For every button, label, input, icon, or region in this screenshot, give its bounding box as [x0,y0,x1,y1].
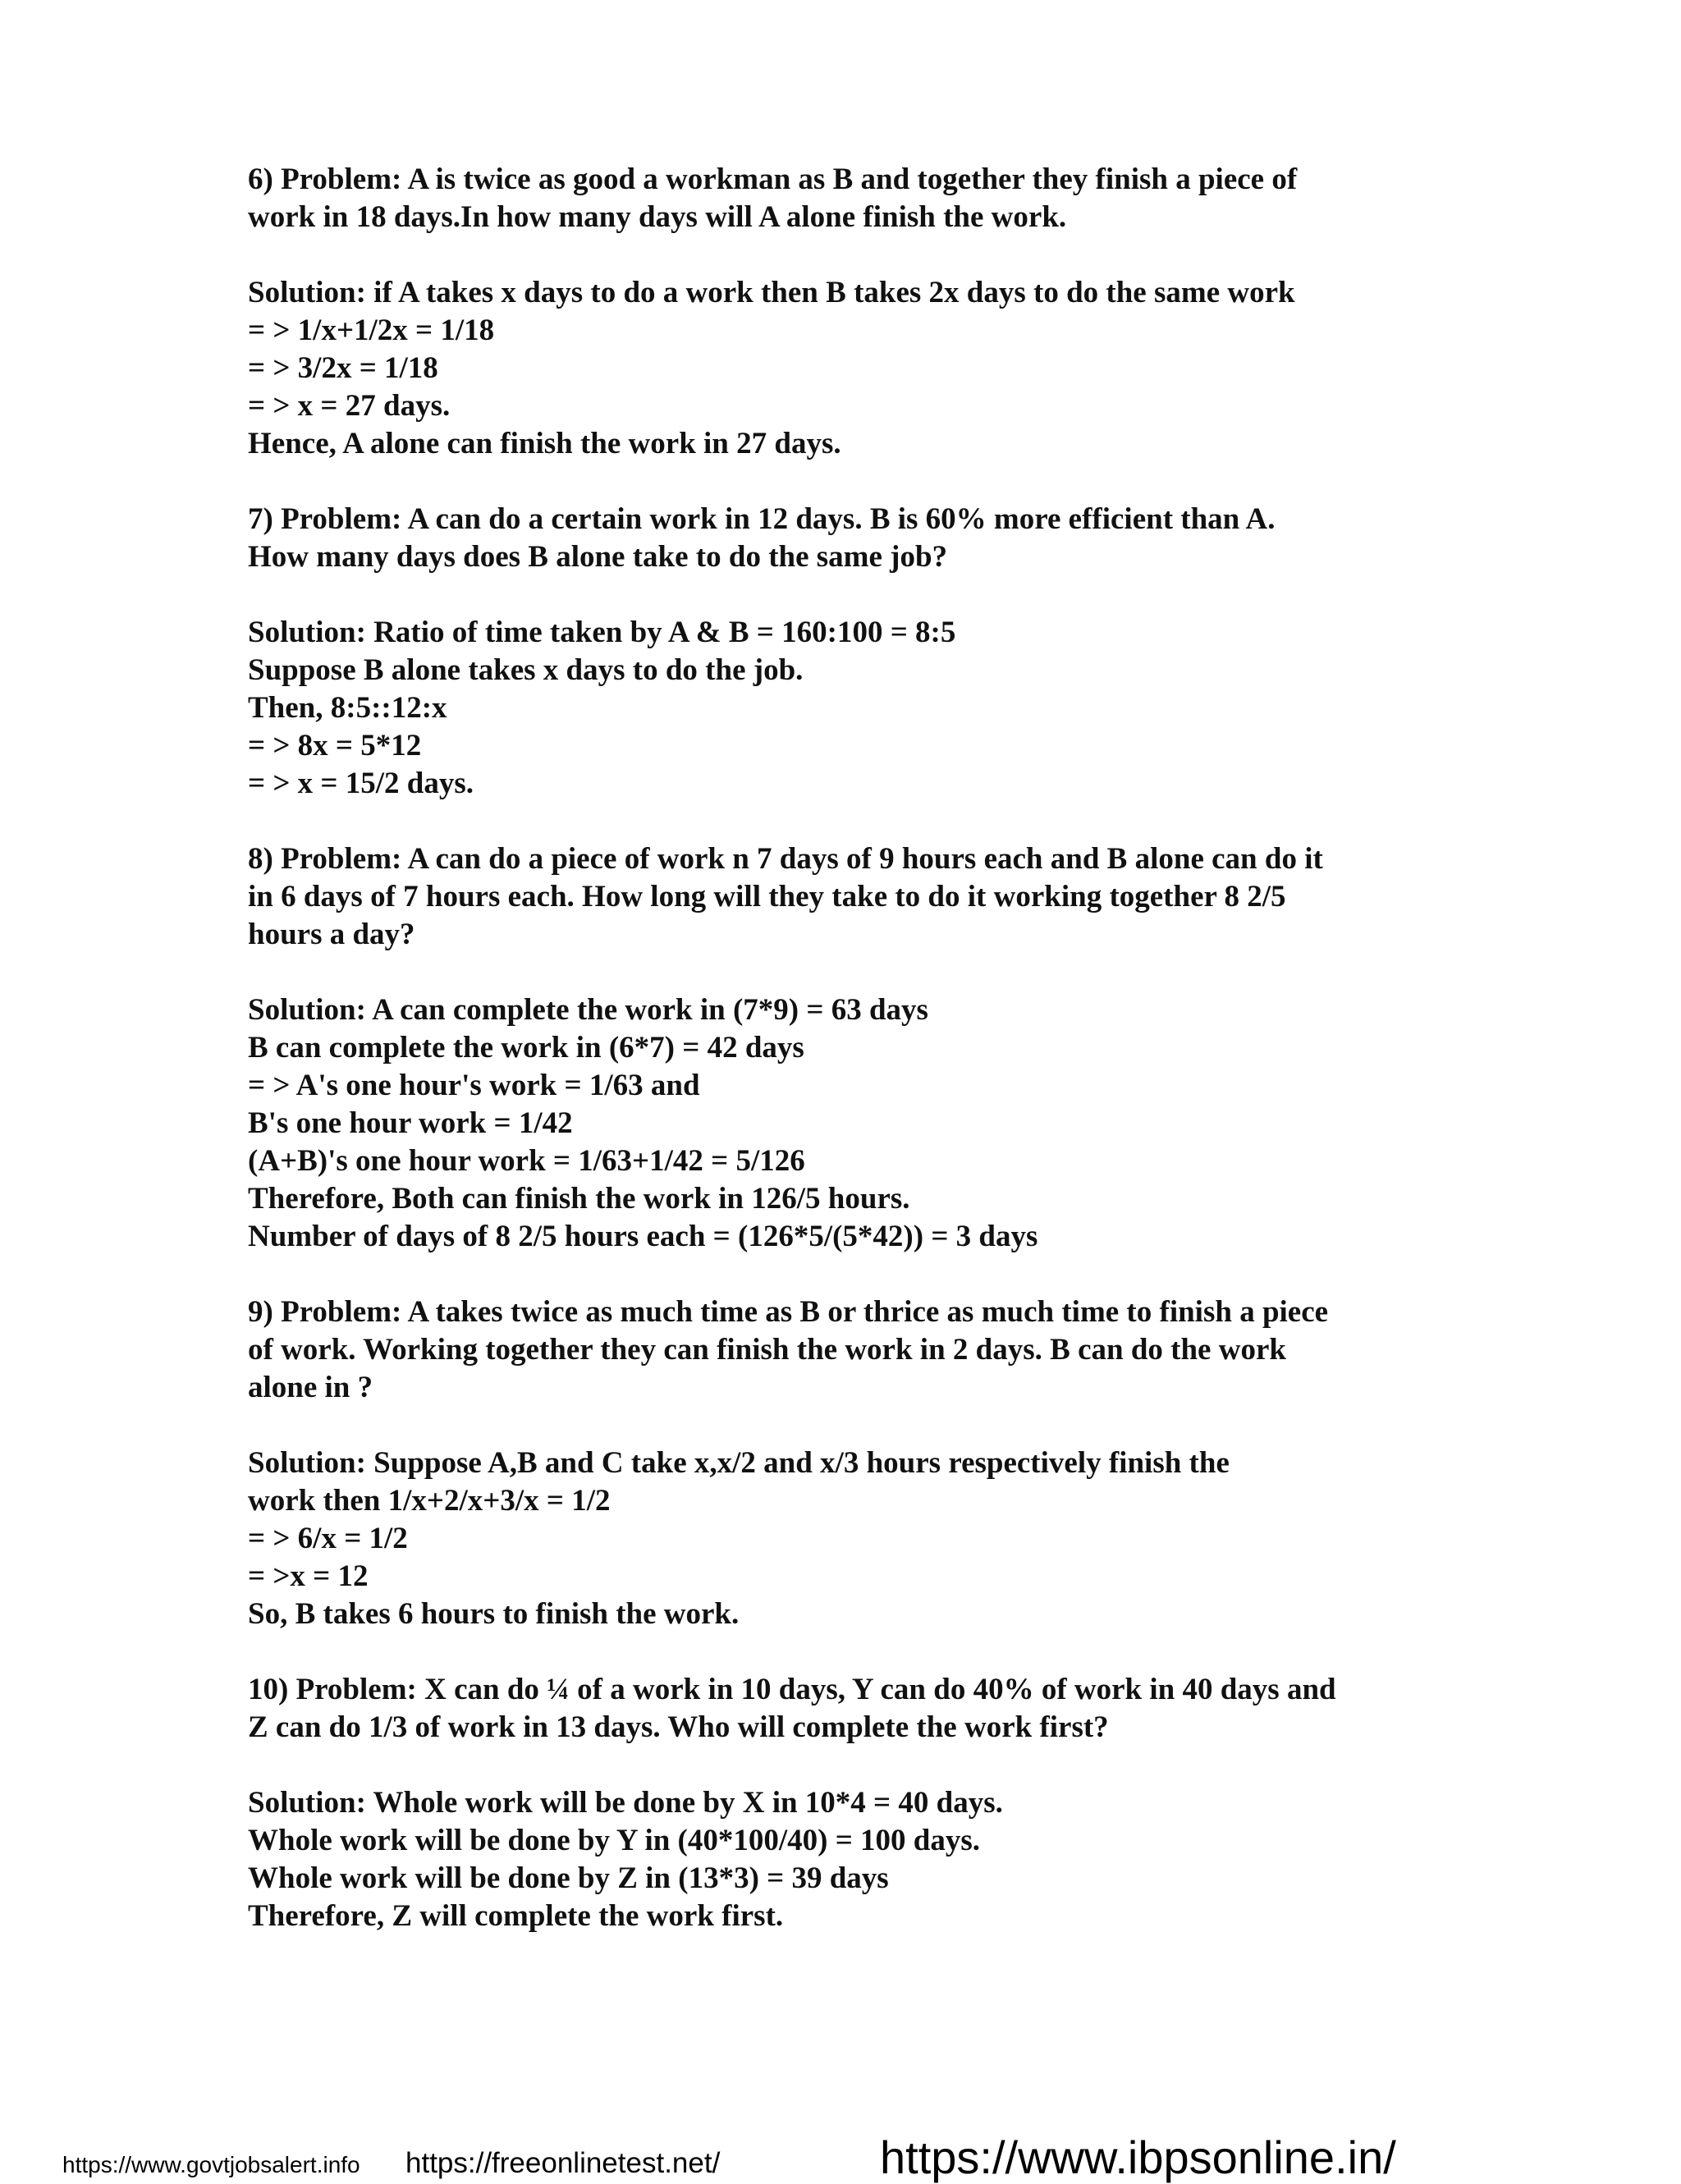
text-line: Then, 8:5::12:x [248,691,447,725]
text-line: Whole work will be done by Y in (40*100/40) = 100 days. [248,1824,981,1857]
text-line: Number of days of 8 2/5 hours each = (126*5/(5*42)) = 3 days [248,1220,1038,1253]
text-line: 7) Problem: A can do a certain work in 12 days. B is 60% more efficient than A. [248,502,1276,536]
solution-block [248,274,1446,463]
problem-block [248,161,1446,236]
problem-block [248,501,1446,576]
text-line: alone in ? [248,1371,373,1404]
problem-block [248,1293,1446,1407]
text-line: Hence, A alone can finish the work in 27 days. [248,427,841,460]
solution-block [248,1445,1446,1633]
text-line: hours a day? [248,918,415,951]
text-line: 9) Problem: A takes twice as much time as B or thrice as much time to finish a piece [248,1295,1329,1329]
text-line: = > 1/x+1/2x = 1/18 [248,314,495,347]
text-line: Whole work will be done by Z in (13*3) = 39 days [248,1861,889,1895]
text-line: (A+B)'s one hour work = 1/63+1/42 = 5/126 [248,1144,805,1178]
text-line: Therefore, Z will complete the work first. [248,1899,784,1933]
solution-block [248,614,1446,803]
text-line: B's one hour work = 1/42 [248,1106,573,1140]
text-line: Solution: Ratio of time taken by A & B = 160:100 = 8:5 [248,616,956,649]
text-line: Solution: if A takes x days to do a work then B takes 2x days to do the same work [248,276,1295,309]
text-line: work in 18 days.In how many days will A alone finish the work. [248,200,1067,234]
footer-link-govtjobsalert[interactable]: https://www.govtjobsalert.info [62,2152,360,2177]
solution-block [248,991,1446,1256]
text-line: 10) Problem: X can do ¼ of a work in 10 days, Y can do 40% of work in 40 days and [248,1673,1336,1706]
text-line: B can complete the work in (6*7) = 42 days [248,1031,804,1065]
text-line: How many days does B alone take to do the same job? [248,540,948,574]
text-line: 8) Problem: A can do a piece of work n 7 days of 9 hours each and B alone can do it [248,842,1323,876]
text-line: So, B takes 6 hours to finish the work. [248,1597,740,1631]
problem-block [248,1671,1446,1747]
text-line: = > 6/x = 1/2 [248,1522,408,1555]
text-line: = > A's one hour's work = 1/63 and [248,1069,700,1102]
text-line: = >x = 12 [248,1559,369,1593]
text-line: = > x = 27 days. [248,389,451,423]
text-line: Suppose B alone takes x days to do the job. [248,653,804,687]
text-line: Solution: A can complete the work in (7*9) = 63 days [248,993,928,1027]
text-line: Solution: Suppose A,B and C take x,x/2 and x/3 hours respectively finish the [248,1446,1230,1480]
text-line: in 6 days of 7 hours each. How long will they take to do it working together 8 2/5 [248,880,1286,913]
solution-block [248,1784,1446,1935]
footer-link-freeonlinetest[interactable]: https://freeonlinetest.net/ [405,2147,721,2179]
text-line: Therefore, Both can finish the work in 126/5 hours. [248,1182,910,1216]
footer-link-ibpsonline[interactable]: https://www.ibpsonline.in/ [880,2131,1396,2183]
text-line: of work. Working together they can finish the work in 2 days. B can do the work [248,1333,1286,1367]
text-line: 6) Problem: A is twice as good a workman as B and together they finish a piece of [248,163,1298,196]
text-line: Z can do 1/3 of work in 13 days. Who will complete the work first? [248,1710,1109,1744]
text-line: work then 1/x+2/x+3/x = 1/2 [248,1484,611,1518]
problem-block [248,840,1446,954]
text-line: = > x = 15/2 days. [248,767,474,800]
text-line: = > 3/2x = 1/18 [248,351,438,385]
page-footer [0,2131,1681,2183]
text-line: Solution: Whole work will be done by X in 10*4 = 40 days. [248,1786,1003,1820]
document-body [248,161,1446,1973]
text-line: = > 8x = 5*12 [248,729,422,762]
